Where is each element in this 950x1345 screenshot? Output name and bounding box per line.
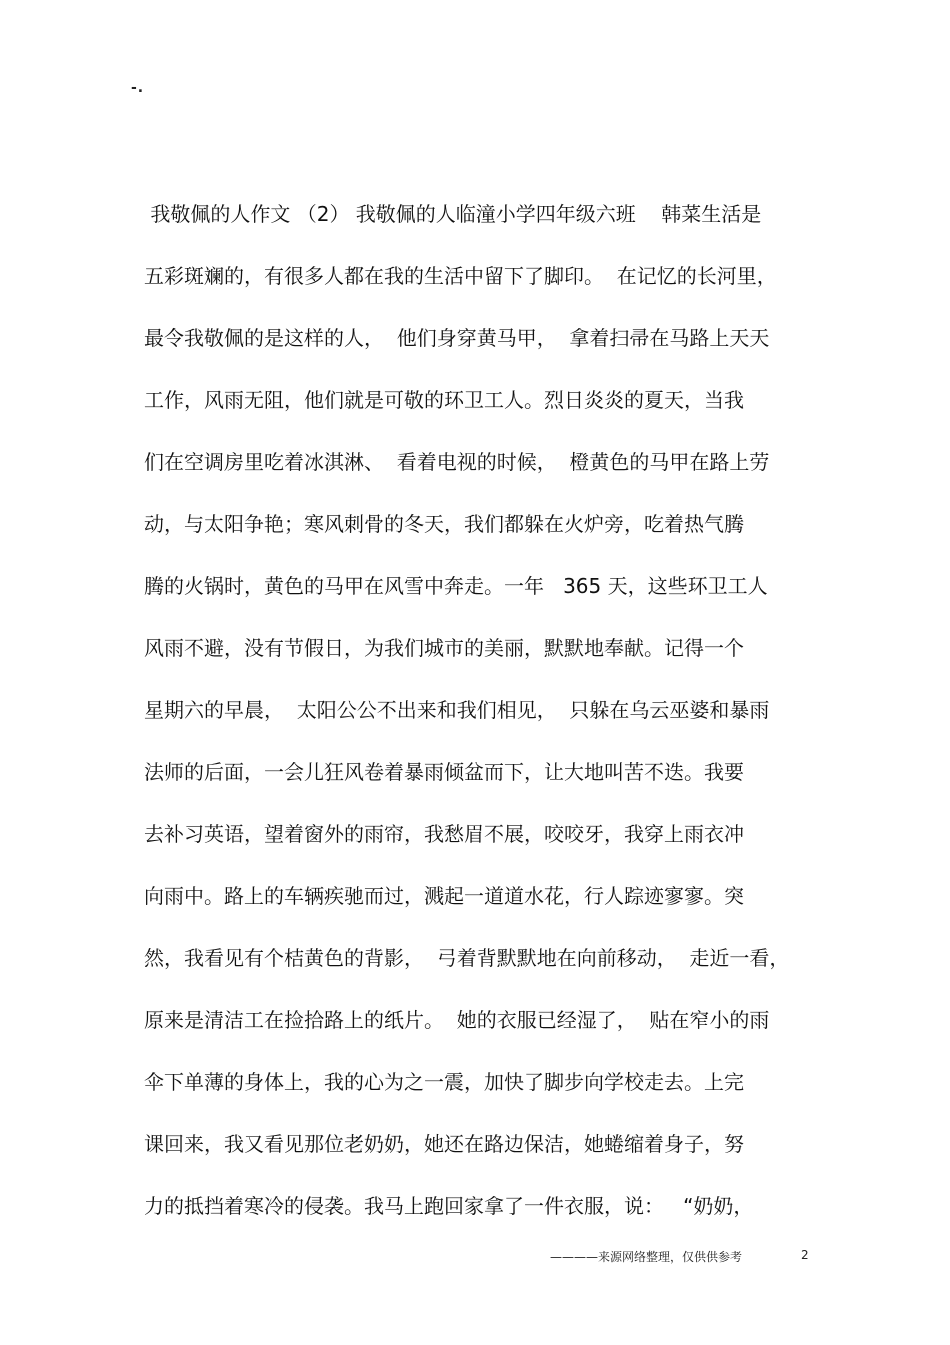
text-line: 风雨不避，没有节假日，为我们城市的美丽，默默地奉献。记得一个 — [144, 636, 744, 660]
text-line: 力的抵挡着寒冷的侵袭。我马上跑回家拿了一件衣服，说： “奶奶， — [144, 1194, 754, 1218]
text-line: 课回来，我又看见那位老奶奶，她还在路边保洁，她蜷缩着身子，努 — [144, 1132, 744, 1156]
text-line: 工作，风雨无阻，他们就是可敬的环卫工人。烈日炎炎的夏天，当我 — [144, 388, 744, 412]
text-line: 法师的后面，一会儿狂风卷着暴雨倾盆而下，让大地叫苦不迭。我要 — [144, 760, 744, 784]
text-line: 然，我看见有个桔黄色的背影， 弓着背默默地在向前移动， 走近一看， — [144, 946, 790, 970]
header-mark: -. — [131, 80, 145, 96]
text-line: 原来是清洁工在捡拾路上的纸片。 她的衣服已经湿了， 贴在窄小的雨 — [144, 1008, 770, 1032]
text-line: 动，与太阳争艳；寒风刺骨的冬天，我们都躲在火炉旁，吃着热气腾 — [144, 512, 744, 536]
text-line: 们在空调房里吃着冰淇淋、 看着电视的时候， 橙黄色的马甲在路上劳 — [144, 450, 770, 474]
text-line: 最令我敬佩的是这样的人， 他们身穿黄马甲， 拿着扫帚在马路上天天 — [144, 326, 770, 350]
text-line: 我敬佩的人作文 （2） 我敬佩的人临潼小学四年级六班 韩菜生活是 — [144, 202, 762, 226]
footer-source-note: ————来源网络整理，仅供供参考 — [550, 1250, 743, 1264]
text-line: 伞下单薄的身体上，我的心为之一震，加快了脚步向学校走去。上完 — [144, 1070, 744, 1094]
page-number: 2 — [801, 1248, 809, 1262]
text-line: 星期六的早晨， 太阳公公不出来和我们相见， 只躲在乌云巫婆和暴雨 — [144, 698, 770, 722]
text-line: 去补习英语，望着窗外的雨帘，我愁眉不展，咬咬牙，我穿上雨衣冲 — [144, 822, 744, 846]
text-line: 五彩斑斓的，有很多人都在我的生活中留下了脚印。 在记忆的长河里， — [144, 264, 777, 288]
text-line: 腾的火锅时，黄色的马甲在风雪中奔走。一年 365 天，这些环卫工人 — [144, 574, 768, 598]
text-line: 向雨中。路上的车辆疾驰而过，溅起一道道水花，行人踪迹寥寥。突 — [144, 884, 744, 908]
